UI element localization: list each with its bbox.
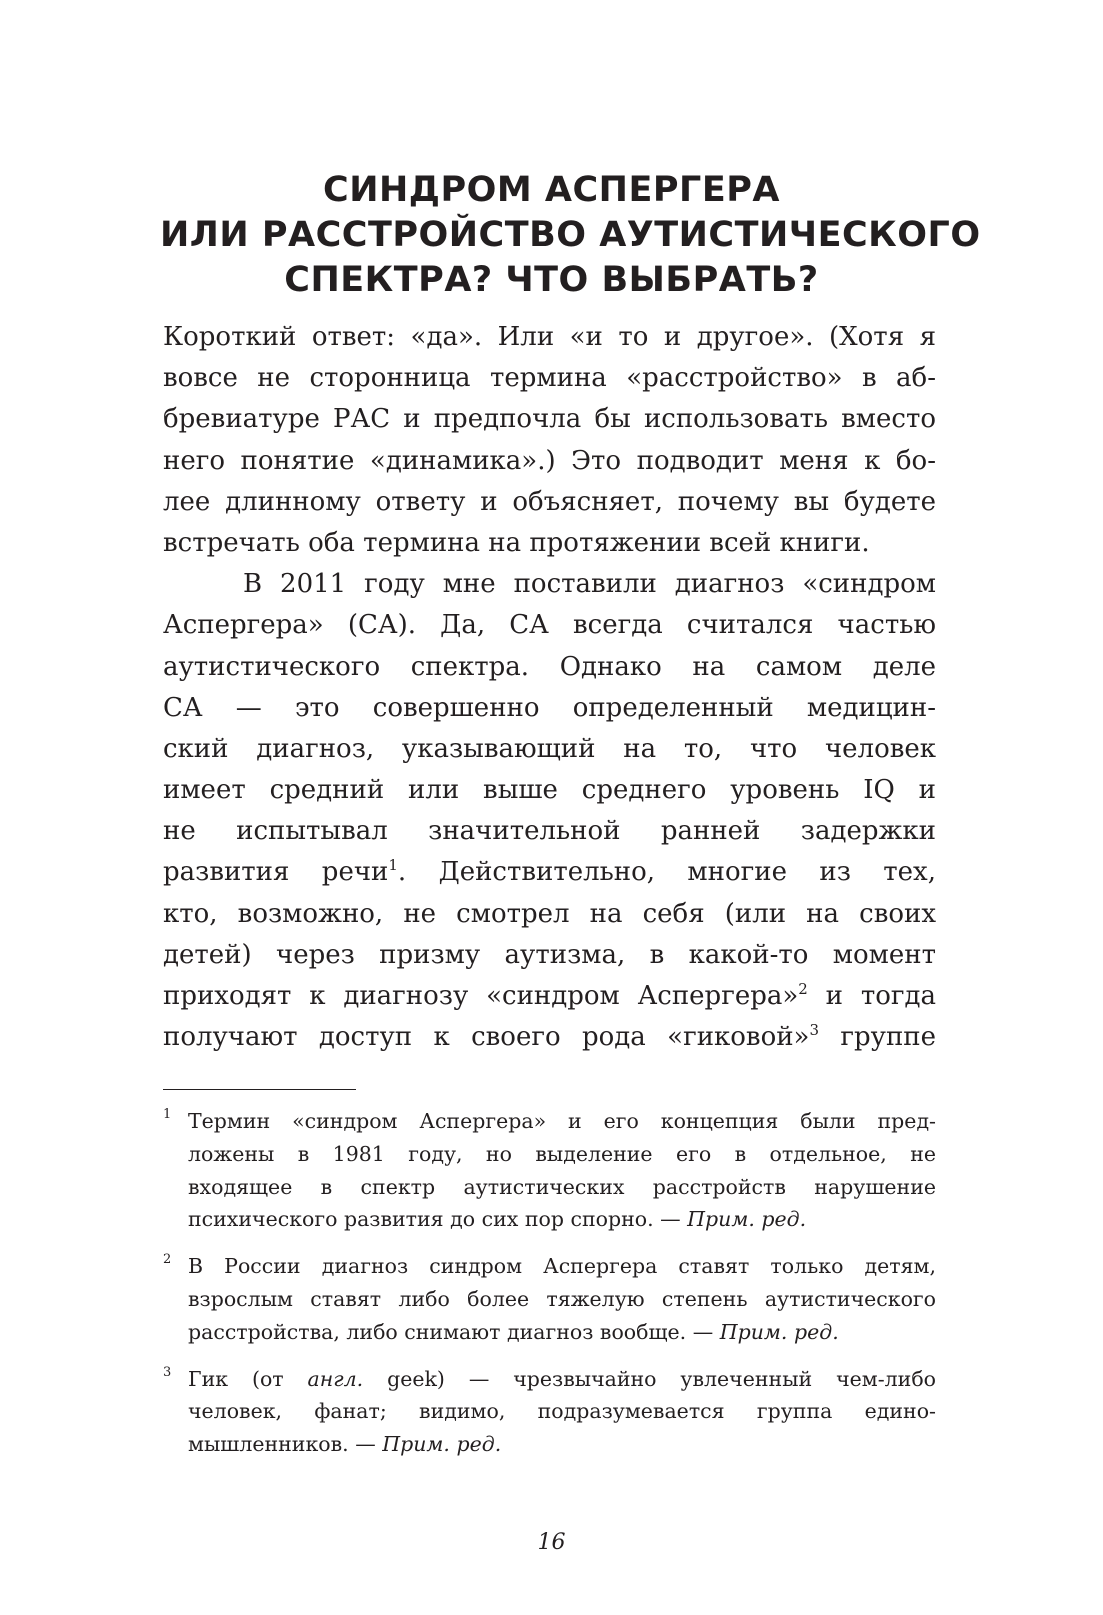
text-line: ский диагноз, указывающий на то, что человек <box>163 733 936 764</box>
text-line: лее длинному ответу и объясняет, почему вы будете <box>163 486 936 517</box>
text-span: расстройства, либо снимают диагноз вообще. — <box>188 1319 720 1344</box>
page-number: 16 <box>537 1530 566 1555</box>
text-line: вовсе не сторонница термина «расстройство» в аб- <box>163 363 936 394</box>
text-span: приходят к диагнозу «синдром Аспергера» <box>163 981 799 1011</box>
footnote-line: человек, фанат; видимо, подразумевается группа едино- <box>188 1399 936 1424</box>
editor-note: Прим. ред. <box>719 1319 839 1344</box>
text-span: мышленников. — <box>188 1432 383 1457</box>
text-line: Короткий ответ: «да». Или «и то и другое». (Хотя я <box>163 322 936 352</box>
text-line <box>163 852 936 893</box>
text-line: В 2011 году мне поставили диагноз «синдром <box>243 569 936 600</box>
footnote-number: 3 <box>163 1364 172 1380</box>
text-span: психического развития до сих пор спорно. — <box>188 1207 688 1232</box>
text-line: детей) через призму аутизма, в какой-то момент <box>163 939 936 970</box>
footnote-separator <box>163 1089 356 1090</box>
chapter-heading <box>160 168 981 303</box>
main-text <box>163 317 936 1058</box>
text-line: кто, возможно, не смотрел на себя (или на своих <box>163 898 936 929</box>
text-line: Аспергера» (СА). Да, СА всегда считался частью <box>163 610 936 641</box>
text-span: geek) — чрезвычайно увлеченный чем-либо <box>363 1366 936 1391</box>
text-span: получают доступ к своего рода «гиковой» <box>163 1022 810 1053</box>
footnote-ref-3[interactable]: 3 <box>809 1021 820 1040</box>
text-span: группе <box>819 1022 936 1053</box>
footnote-number: 1 <box>163 1107 172 1122</box>
footnote-line: ложены в 1981 году, но выделение его в отдельное, не <box>188 1141 936 1166</box>
text-span: и тогда <box>807 981 936 1011</box>
footnote-2 <box>163 1250 936 1348</box>
footnotes <box>163 1105 936 1475</box>
footnote-ref-2[interactable]: 2 <box>798 980 808 998</box>
text-line: него понятие «динамика».) Это подводит меня к бо- <box>163 445 936 476</box>
heading-line-2: ИЛИ РАССТРОЙСТВО АУТИСТИЧЕСКОГО <box>160 215 981 255</box>
editor-note: Прим. ред. <box>382 1432 502 1457</box>
footnote-line <box>188 1363 936 1396</box>
paragraph-2 <box>163 564 936 1058</box>
text-line: аутистического спектра. Однако на самом деле <box>163 651 936 682</box>
text-line: встречать оба термина на протяжении всей книги. <box>163 527 870 558</box>
footnote-line <box>188 1428 936 1461</box>
text-line <box>163 1017 936 1058</box>
footnote-number: 2 <box>163 1252 172 1268</box>
text-span: Гик (от <box>188 1366 308 1391</box>
text-line: бревиатуре РАС и предпочла бы использовать вместо <box>163 404 936 435</box>
footnote-3 <box>163 1363 936 1461</box>
footnote-ref-1[interactable]: 1 <box>388 856 398 875</box>
editor-note: Прим. ред. <box>687 1207 807 1232</box>
footnote-line <box>188 1203 936 1236</box>
footnote-line: взрослым ставят либо более тяжелую степень аутистического <box>188 1286 936 1311</box>
text-line: имеет средний или выше среднего уровень IQ и <box>163 775 936 806</box>
paragraph-1 <box>163 317 936 564</box>
footnote-line: Термин «синдром Аспергера» и его концепция были пред- <box>188 1109 936 1133</box>
text-span: развития речи <box>163 857 389 888</box>
footnote-line: В России диагноз синдром Аспергера ставят только детям, <box>188 1254 936 1279</box>
language-abbr: англ. <box>307 1366 364 1391</box>
text-line: СА — это совершенно определенный медицин- <box>163 692 936 723</box>
text-line <box>163 976 936 1017</box>
text-span: . Действительно, многие из тех, <box>397 857 936 888</box>
heading-line-1: СИНДРОМ АСПЕРГЕРА <box>323 170 780 210</box>
heading-line-3: СПЕКТРА? ЧТО ВЫБРАТЬ? <box>284 260 819 300</box>
footnote-1 <box>163 1105 936 1236</box>
text-line: не испытывал значительной ранней задержки <box>163 816 936 847</box>
footnote-line: входящее в спектр аутистических расстройств нарушение <box>188 1174 936 1199</box>
footnote-line <box>188 1316 936 1349</box>
